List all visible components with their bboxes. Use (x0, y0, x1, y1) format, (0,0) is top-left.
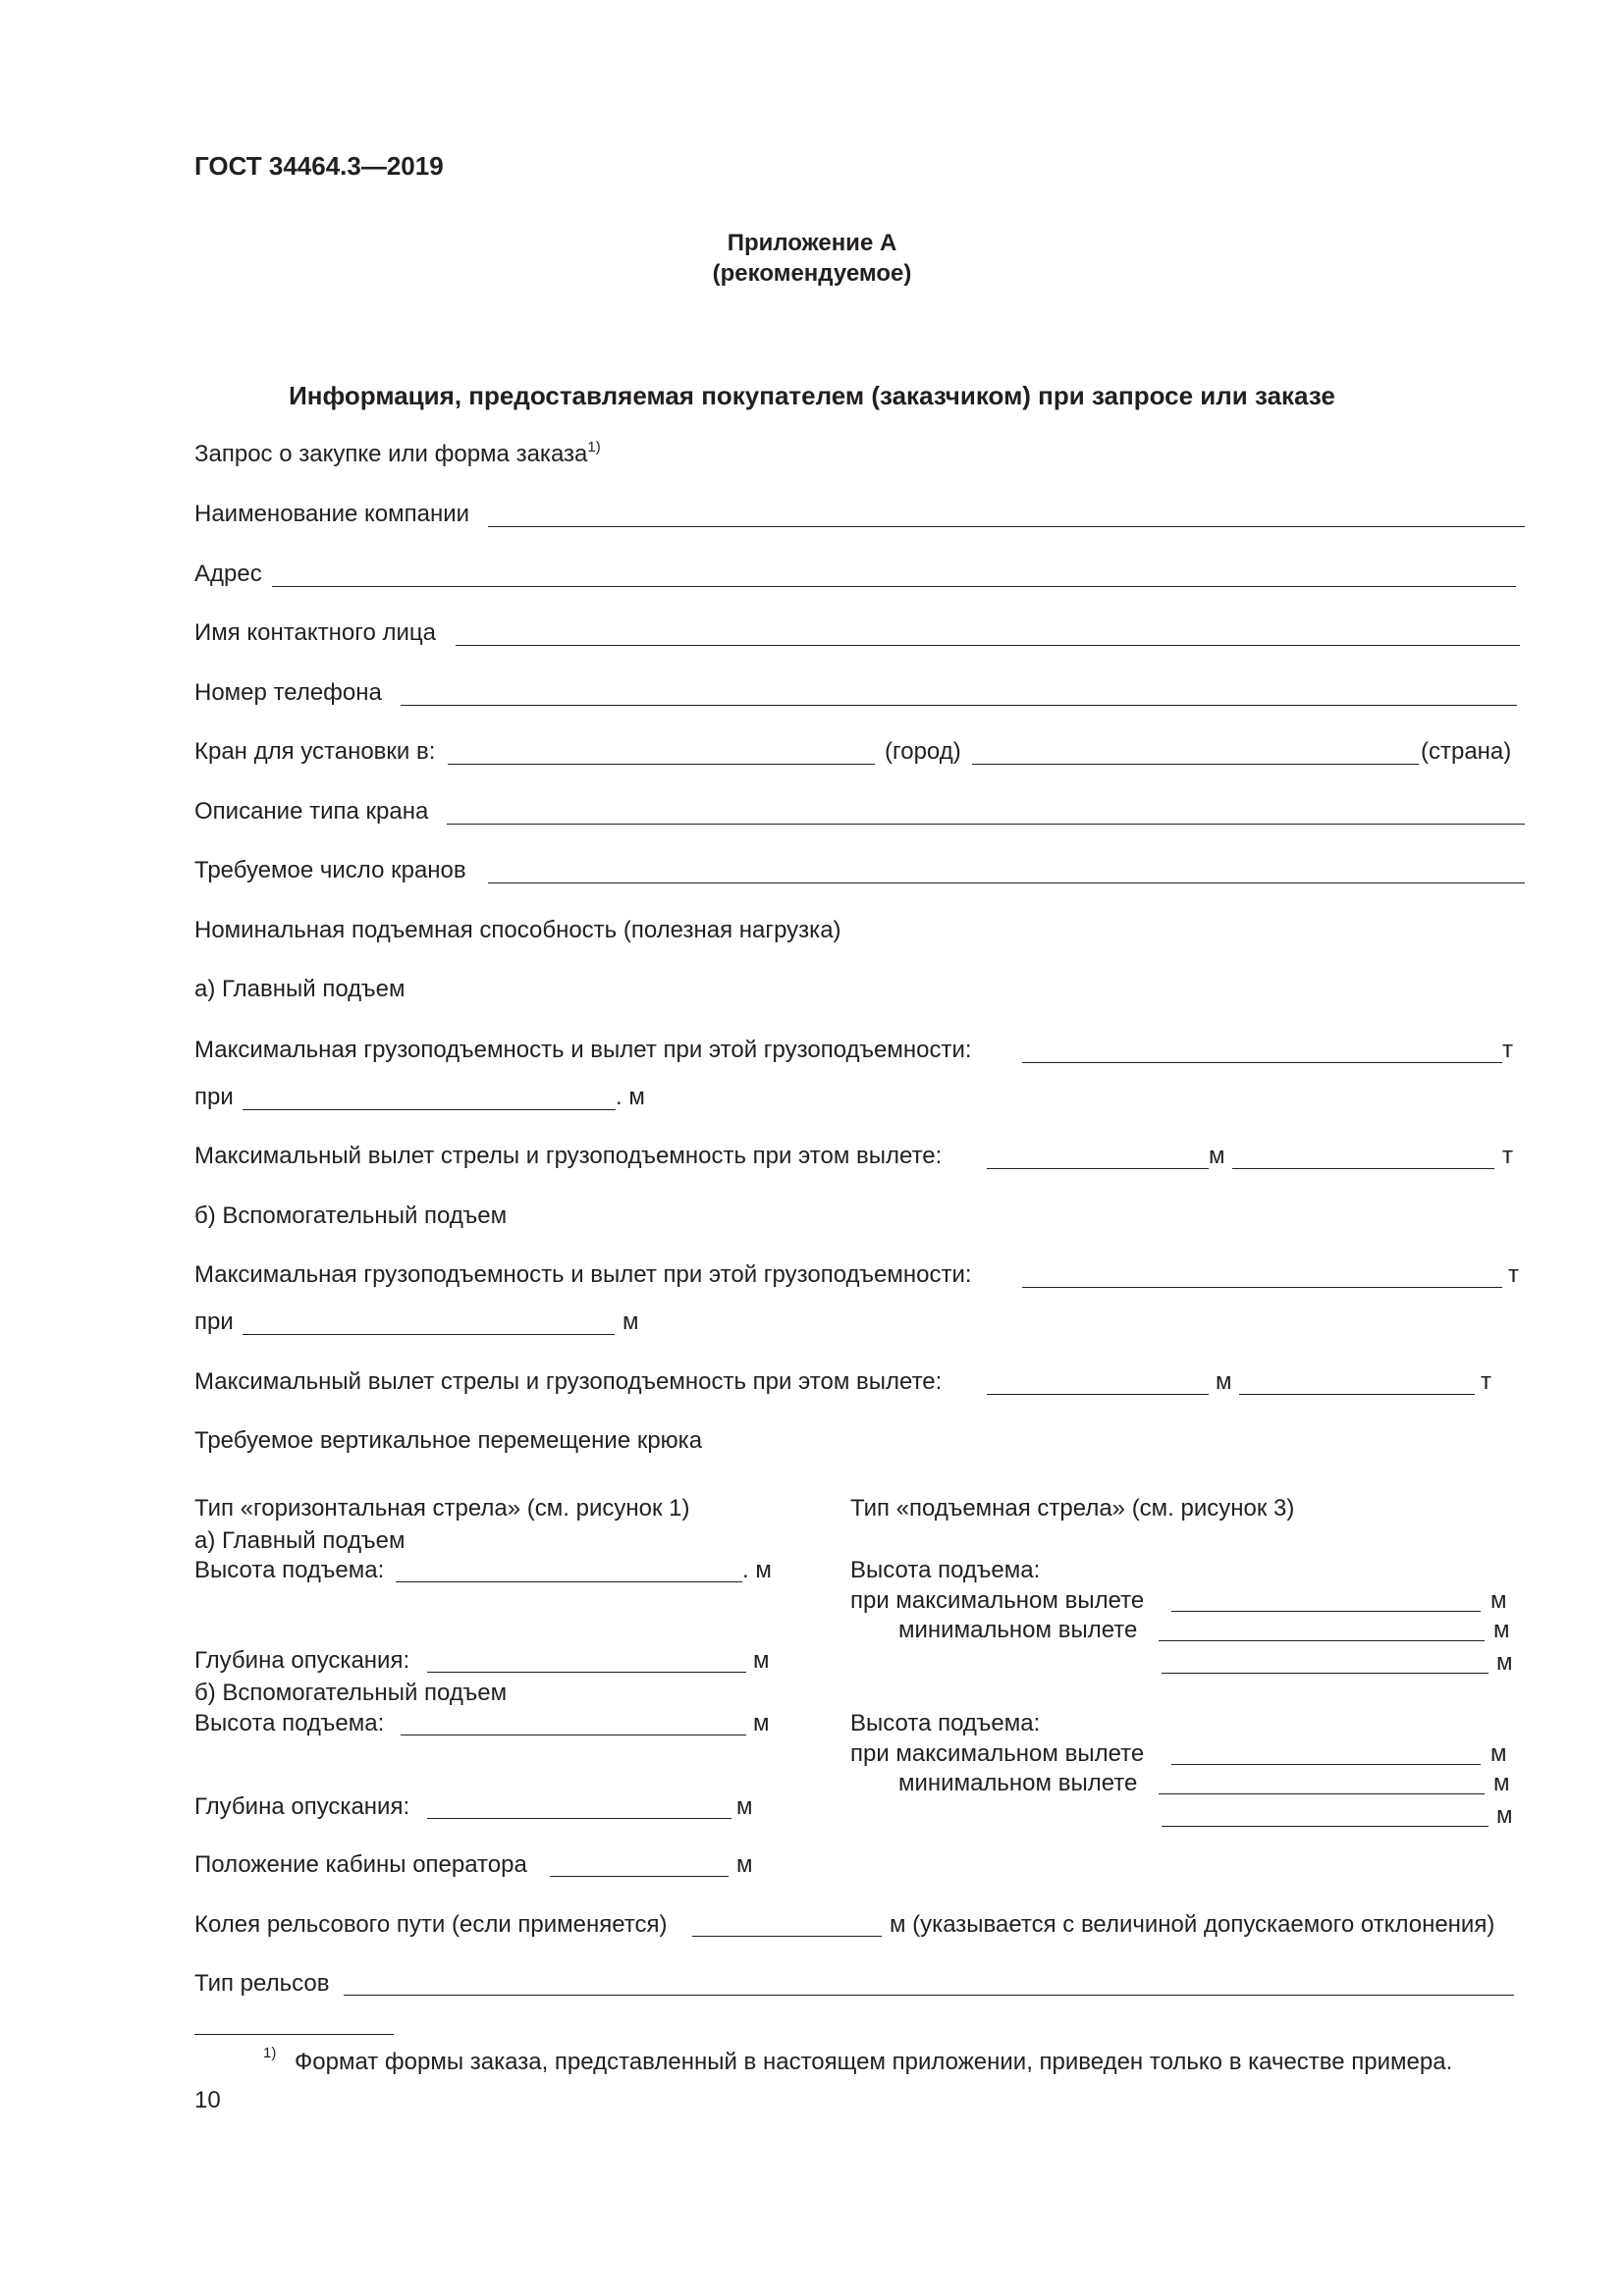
main-reach-capacity-field[interactable] (1232, 1168, 1494, 1169)
unit-m: м (1490, 1587, 1507, 1614)
main-at-label: при (194, 1084, 234, 1110)
horizontal-aux-lift-label: Высота подъема: (194, 1710, 385, 1736)
phone-label: Номер телефона (194, 679, 382, 706)
aux-reach-capacity-field[interactable] (1239, 1394, 1475, 1395)
footnote-ref: 1) (587, 439, 601, 455)
luffing-main-max-reach-field[interactable] (1171, 1611, 1481, 1612)
unit-t: т (1502, 1143, 1513, 1169)
main-max-reach-label: Максимальный вылет стрелы и грузоподъемность при этом вылете: (194, 1143, 943, 1169)
rail-gauge-field[interactable] (692, 1936, 882, 1937)
luffing-main-max-reach-label: при максимальном вылете (850, 1587, 1145, 1614)
unit-m: м (623, 1308, 639, 1335)
unit-t: т (1502, 1037, 1513, 1063)
main-at-reach-field[interactable] (243, 1109, 616, 1110)
luffing-jib-title: Тип «подъемная стрела» (см. рисунок 3) (850, 1495, 1295, 1522)
footnote-separator (194, 2034, 394, 2035)
rail-gauge-note: м (указывается с величиной допускаемого отклонения) (890, 1911, 1495, 1938)
unit-m: м (736, 1851, 753, 1878)
annex-title: Приложение А (727, 230, 897, 256)
contact-label: Имя контактного лица (194, 619, 436, 646)
unit-m: м (753, 1710, 770, 1736)
aux-max-reach-label: Максимальный вылет стрелы и грузоподъемность при этом вылете: (194, 1368, 943, 1395)
luffing-aux-extra-field[interactable] (1162, 1826, 1489, 1827)
crane-count-field[interactable] (488, 882, 1525, 883)
aux-max-reach-field[interactable] (987, 1394, 1209, 1395)
form-intro: Запрос о закупке или форма заказа$^{1)}$ (194, 439, 601, 467)
luffing-aux-max-reach-label: при максимальном вылете (850, 1740, 1145, 1767)
unit-m: . м (742, 1557, 772, 1583)
unit-m: м (1209, 1143, 1225, 1169)
aux-max-capacity-label: Максимальная грузоподъемность и вылет при этой грузоподъемности: (194, 1261, 972, 1288)
document-code: ГОСТ 34464.3—2019 (194, 151, 444, 181)
rail-gauge-label: Колея рельсового пути (если применяется) (194, 1911, 668, 1938)
country-field[interactable] (972, 764, 1419, 765)
unit-m: . м (616, 1084, 645, 1110)
main-hoist-label: а) Главный подъем (194, 976, 406, 1002)
luffing-aux-lift-label: Высота подъема: (850, 1710, 1041, 1736)
company-field[interactable] (488, 526, 1525, 527)
unit-m: м (1496, 1649, 1513, 1676)
footnote-text: Формат формы заказа, представленный в настоящем приложении, приведен только в качестве примера. (295, 2049, 1453, 2075)
luffing-main-lift-label: Высота подъема: (850, 1557, 1041, 1583)
luffing-main-extra-field[interactable] (1162, 1673, 1489, 1674)
horizontal-aux-hoist-label: б) Вспомогательный подъем (194, 1680, 508, 1706)
unit-t: т (1481, 1368, 1491, 1395)
footnote-mark: 1) (263, 2045, 277, 2061)
city-label: (город) (885, 738, 961, 765)
phone-field[interactable] (401, 705, 1517, 706)
city-field[interactable] (448, 764, 875, 765)
capacity-label: Номинальная подъемная способность (полезная нагрузка) (194, 917, 841, 943)
horizontal-main-hoist-label: а) Главный подъем (194, 1527, 406, 1554)
aux-hoist-label: б) Вспомогательный подъем (194, 1202, 508, 1229)
horizontal-main-lower-field[interactable] (427, 1672, 746, 1673)
section-heading: Информация, предоставляемая покупателем (заказчиком) при запросе или заказе (289, 381, 1335, 410)
horizontal-aux-lower-field[interactable] (427, 1818, 731, 1819)
unit-m: м (753, 1647, 770, 1674)
annex-status: (рекомендуемое) (712, 260, 912, 287)
cabin-label: Положение кабины оператора (194, 1851, 527, 1878)
unit-m: м (1490, 1740, 1507, 1767)
luffing-aux-max-reach-field[interactable] (1171, 1764, 1481, 1765)
aux-max-capacity-field[interactable] (1022, 1287, 1502, 1288)
hook-travel-label: Требуемое вертикальное перемещение крюка (194, 1427, 703, 1454)
aux-at-label: при (194, 1308, 234, 1335)
crane-type-field[interactable] (447, 824, 1525, 825)
cabin-field[interactable] (550, 1876, 729, 1877)
horizontal-aux-lower-label: Глубина опускания: (194, 1793, 410, 1820)
unit-m: м (736, 1793, 753, 1820)
aux-at-reach-field[interactable] (243, 1334, 615, 1335)
crane-count-label: Требуемое число кранов (194, 857, 466, 883)
address-field[interactable] (272, 586, 1516, 587)
luffing-main-min-reach-label: минимальном вылете (898, 1617, 1138, 1643)
unit-m: м (1496, 1802, 1513, 1829)
unit-m: м (1493, 1617, 1510, 1643)
unit-m: м (1493, 1770, 1510, 1796)
main-max-capacity-label: Максимальная грузоподъемность и вылет при этой грузоподъемности: (194, 1037, 972, 1063)
main-max-capacity-field[interactable] (1022, 1062, 1502, 1063)
unit-t: т (1508, 1261, 1519, 1288)
country-label: (страна) (1421, 738, 1512, 765)
rail-type-label: Тип рельсов (194, 1970, 330, 1997)
crane-type-label: Описание типа крана (194, 798, 429, 825)
luffing-aux-min-reach-field[interactable] (1159, 1793, 1485, 1794)
horizontal-jib-title: Тип «горизонтальная стрела» (см. рисунок 1) (194, 1495, 690, 1522)
unit-m: м (1216, 1368, 1232, 1395)
install-label: Кран для установки в: (194, 738, 436, 765)
rail-type-field[interactable] (344, 1995, 1514, 1996)
horizontal-main-lower-label: Глубина опускания: (194, 1647, 410, 1674)
company-label: Наименование компании (194, 501, 470, 527)
address-label: Адрес (194, 561, 262, 587)
luffing-main-min-reach-field[interactable] (1159, 1640, 1485, 1641)
luffing-aux-min-reach-label: минимальном вылете (898, 1770, 1138, 1796)
main-max-reach-field[interactable] (987, 1168, 1209, 1169)
horizontal-main-lift-field[interactable] (396, 1581, 742, 1582)
page-number: 10 (194, 2087, 221, 2113)
contact-field[interactable] (456, 645, 1520, 646)
horizontal-main-lift-label: Высота подъема: (194, 1557, 385, 1583)
